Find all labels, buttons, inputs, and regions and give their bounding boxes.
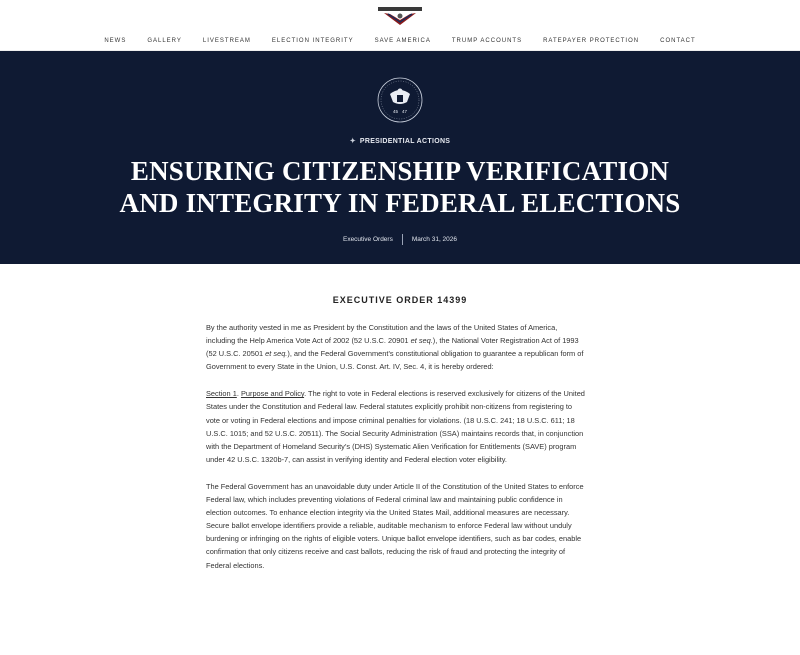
category-kicker[interactable]	[0, 137, 800, 145]
sparkle-icon: ✦	[349, 138, 356, 145]
nav-item-election-integrity[interactable]: ELECTION INTEGRITY	[271, 38, 354, 44]
nav-item-gallery[interactable]: GALLERY	[147, 38, 182, 44]
paragraph-section-1	[206, 387, 586, 466]
article-meta	[0, 234, 800, 245]
title-line-1: ENSURING CITIZENSHIP VERIFICATION	[130, 156, 670, 186]
nav-item-news[interactable]: NEWS	[104, 38, 127, 44]
publish-date: March 31, 2026	[411, 236, 458, 243]
section-1-title: Purpose and Policy	[240, 389, 305, 399]
seal-number-right: 47	[402, 109, 408, 114]
section-1-separator: .	[236, 389, 241, 399]
paragraph-duty: The Federal Government has an unavoidable duty under Article II of the Constitution of the United States to enforce Federal law, which includes preventing violations of Federal criminal law and maintaining public confidence in election outcomes. To enhance election integrity via the United States Mail, additional measures are necessary. Secure ballot envelope identifiers provide a reliable, auditable mechanism to enforce Federal law without unduly burdening or infringing on the rights of eligible voters. Unique ballot envelope identifiers, such as bar codes, enable confirmation that only citizens receive and cast ballots, reducing the risk of fraud and protecting the integrity of Federal elections.	[206, 481, 584, 570]
page-title	[0, 155, 800, 219]
nav-item-contact[interactable]: CONTACT	[660, 38, 696, 44]
site-header	[0, 0, 800, 51]
hero-banner	[0, 51, 800, 264]
article-body	[0, 264, 800, 655]
preamble-text-c: ), and the Federal Government’s constitutional obligation to guarantee a republican form of Government to every State in the Union, U.S. Const. Art. IV, Sec. 4, it is hereby ordered:	[206, 349, 584, 372]
section-1-text: . The right to vote in Federal elections is reserved exclusively for citizens of the United States under the Constitution and Federal law. Federal statutes explicitly prohibit non-citizens from registering to vote or voting in Federal elections and impose criminal penalties for violations. (18 U.S.C. 241; 18 U.S.C. 611; 18 U.S.C. 1015; and 52 U.S.C. 20511). The Social Security Administration (SSA) maintains records that, in conjunction with the Department of Homeland Security’s (DHS) Systematic Alien Verification for Entitlements (SAVE) program under 42 U.S.C. 1320b-7, can assist in verifying identity and Federal election voter eligibility.	[206, 389, 585, 464]
section-1-label: Section 1	[206, 389, 237, 399]
meta-divider	[402, 234, 403, 245]
trump-logo-icon	[376, 5, 424, 27]
preamble-em-2: et seq.	[265, 349, 288, 359]
nav-item-ratepayer-protection[interactable]: RATEPAYER PROTECTION	[543, 38, 640, 44]
nav-item-save-america[interactable]: SAVE AMERICA	[374, 38, 431, 44]
nav-item-trump-accounts[interactable]: TRUMP ACCOUNTS	[451, 38, 523, 44]
executive-order-heading: EXECUTIVE ORDER 14399	[332, 295, 468, 305]
presidential-seal-icon	[376, 76, 424, 124]
order-text	[206, 321, 586, 586]
paragraph-preamble	[206, 321, 586, 373]
preamble-em-1: et seq.	[410, 336, 433, 346]
preamble-text-b: ), the National Voter Registration Act of 1993 (52 U.S.C. 20501	[206, 336, 579, 359]
main-nav	[0, 38, 800, 44]
seal-number-left: 45	[393, 109, 399, 114]
category-link[interactable]: Executive Orders	[342, 236, 393, 243]
preamble-text-a: By the authority vested in me as President by the Constitution and the laws of the United States of America, including the Help America Vote Act of 2002 (52 U.S.C. 20901	[206, 323, 558, 346]
kicker-label: PRESIDENTIAL ACTIONS	[359, 138, 451, 145]
nav-item-livestream[interactable]: LIVESTREAM	[202, 38, 251, 44]
title-line-2: AND INTEGRITY IN FEDERAL ELECTIONS	[119, 188, 681, 218]
site-logo[interactable]	[376, 5, 424, 27]
